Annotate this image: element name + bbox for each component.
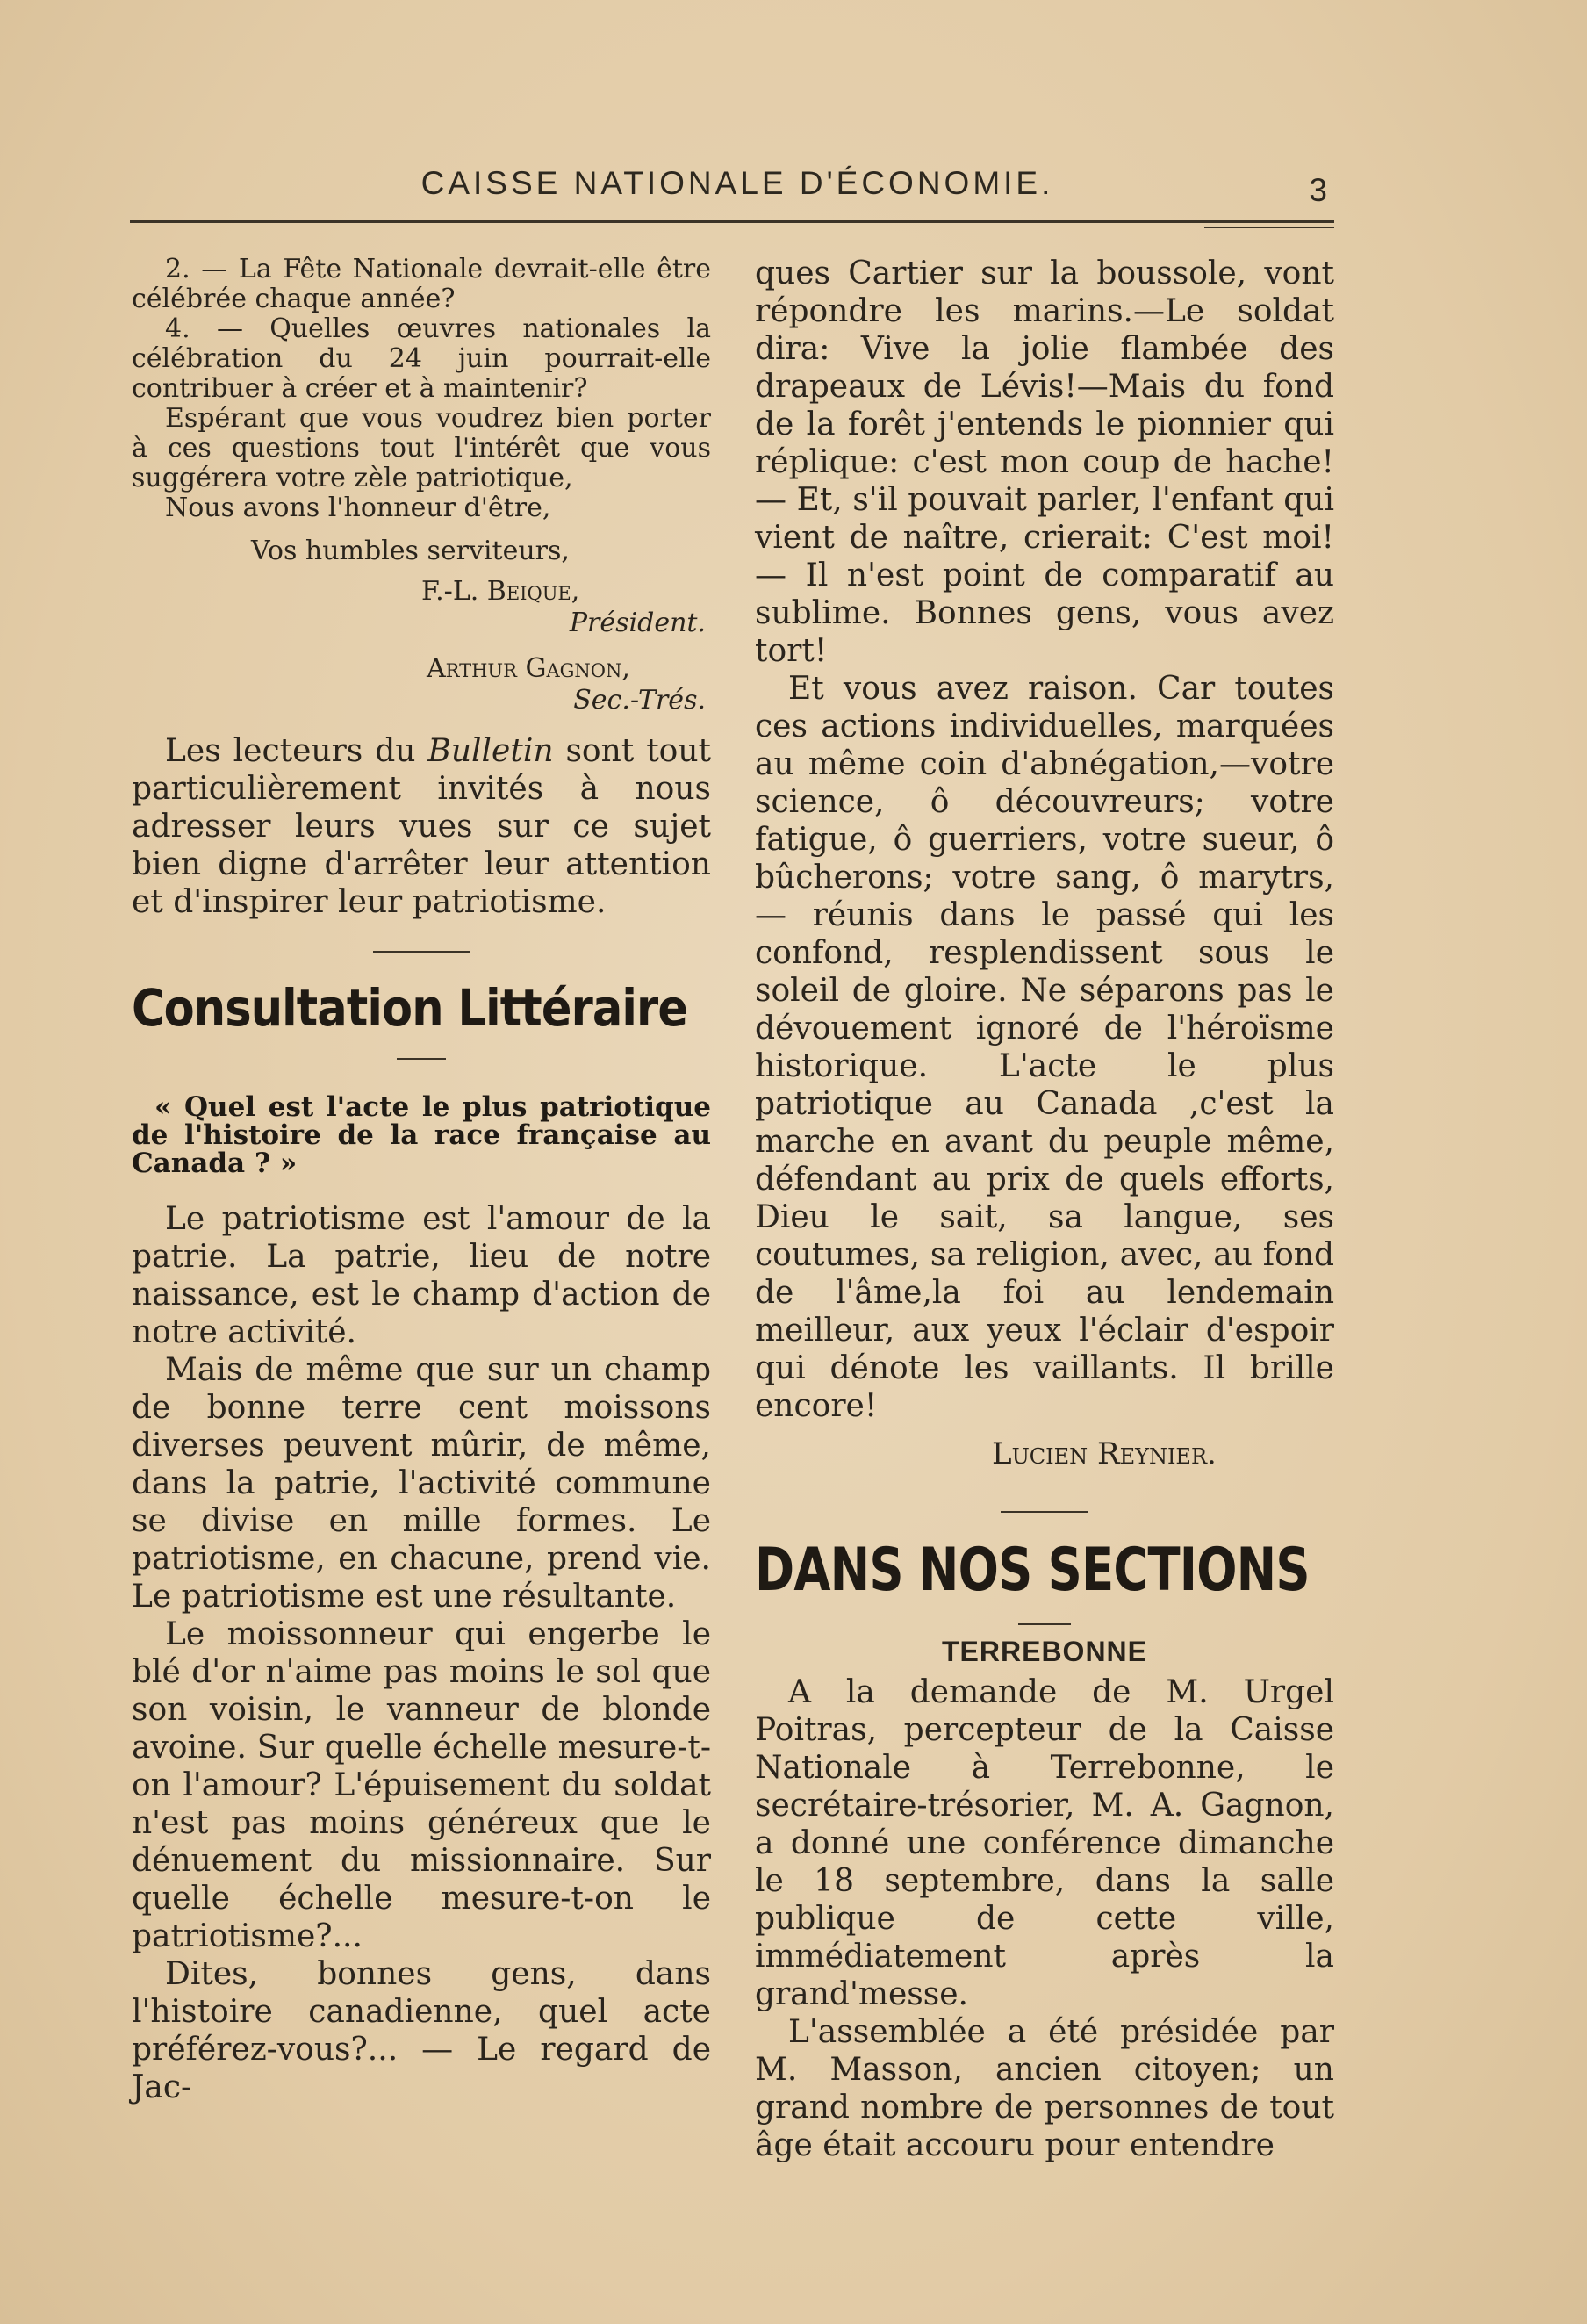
- section-divider: [1001, 1511, 1088, 1513]
- bulletin-title: Bulletin: [427, 733, 554, 769]
- news-body: [755, 1673, 1334, 2164]
- news-paragraph: A la demande de M. Urgel Poitras, percepteur de la Caisse Nationale à Terrebonne, le secrétaire-trésorier, M. A. Gagnon, a donné une conférence dimanche le 18 septembre, dans la salle publique de cette ville, immédiatement après la grand'messe.: [755, 1674, 1334, 2012]
- article-continuation: [755, 255, 1334, 1425]
- article-paragraph: Le patriotisme est l'amour de la patrie. La patrie, lieu de notre naissance, est le champ d'action de notre activité.: [132, 1201, 711, 1350]
- article-paragraph: ques Cartier sur la boussole, vont répondre les marins.—Le soldat dira: Vive la jolie flambée des drapeaux de Lévis!—Mais du fond de la forêt j'entends le pionnier qui réplique: c'est mon coup de hache! — Et, s'il pouvait parler, l'enfant qui vient de naître, crierait: C'est moi! — Il n'est point de comparatif au sublime. Bonnes gens, vous avez tort!: [755, 255, 1334, 669]
- news-paragraph: L'assemblée a été présidée par M. Masson, ancien citoyen; un grand nombre de personnes de tout âge était accouru pour entendre: [755, 2014, 1334, 2163]
- page-number: 3: [1309, 172, 1327, 208]
- article-paragraph: Et vous avez raison. Car toutes ces actions individuelles, marquées au même coin d'abnégation,—votre science, ô découvreurs; votre fatigue, ô guerriers, votre sueur, ô bûcherons; votre sang, ô marytrs, — réunis dans le passé qui les confond, resplendissent sous le soleil de gloire. Ne séparons pas le dévouement ignoré de l'héroïsme historique. L'acte le plus patriotique au Canada ,c'est la marche en avant du peuple même, défendant au prix de quels efforts, Dieu le sait, sa langue, ses coutumes, sa religion, avec, au fond de l'âme,la foi au lendemain meilleur, aux yeux l'éclair d'espoir qui dénote les vaillants. Il brille encore!: [755, 671, 1334, 1424]
- readers-note: [132, 732, 711, 921]
- article-body: [132, 1200, 711, 2106]
- right-column: [755, 255, 1334, 2164]
- letter-paragraph: 4. — Quelles œuvres nationales la célébration du 24 juin pourrait-elle contribuer à créer et à maintenir?: [132, 313, 711, 404]
- signature-name: F.-L. Beique,: [421, 576, 580, 607]
- signature-title: Président.: [569, 608, 706, 638]
- article-paragraph: Dites, bonnes gens, dans l'histoire canadienne, quel acte préférez-vous?... — Le regard de Jac-: [132, 1956, 711, 2105]
- section-title: Consultation Littéraire: [132, 978, 688, 1038]
- left-column: [132, 255, 711, 2106]
- letter-closing: Vos humbles serviteurs,: [251, 536, 570, 566]
- subsection-title: TERREBONNE: [941, 1636, 1147, 1667]
- header-rule: [130, 220, 1334, 223]
- header-rule-short: [1204, 227, 1334, 228]
- title-divider: [1018, 1623, 1071, 1625]
- question-heading: « Quel est l'acte le plus patriotique de l'histoire de la race française au Canada ? »: [132, 1091, 711, 1179]
- letter-paragraph: Nous avons l'honneur d'être,: [165, 493, 551, 523]
- signature-title: Sec.-Trés.: [573, 685, 706, 716]
- letter-paragraph: Espérant que vous voudrez bien porter à ces questions tout l'intérêt que vous suggérera votre zèle patriotique,: [132, 403, 711, 493]
- letter-end: [132, 255, 711, 523]
- signature-name: Arthur Gagnon,: [427, 653, 630, 684]
- article-author: Lucien Reynier.: [992, 1436, 1217, 1471]
- letter-paragraph: 2. — La Fête Nationale devrait-elle être célébrée chaque année?: [132, 254, 711, 314]
- running-header: CAISSE NATIONALE D'ÉCONOMIE.: [420, 165, 1054, 201]
- article-paragraph: Mais de même que sur un champ de bonne terre cent moissons diverses peuvent mûrir, de même, dans la patrie, l'activité commune se divise en mille formes. Le patriotisme, en chacune, prend vie. Le patriotisme est une résultante.: [132, 1352, 711, 1615]
- article-paragraph: Le moissonneur qui engerbe le blé d'or n'aime pas moins le sol que son voisin, le vanneur de blonde avoine. Sur quelle échelle mesure-t-on l'amour? L'épuisement du soldat n'est pas moins généreux que le dénuement du missionnaire. Sur quelle échelle mesure-t-on le patriotisme?...: [132, 1616, 711, 1954]
- title-divider: [397, 1058, 446, 1060]
- section-title: DANS NOS SECTIONS: [755, 1536, 1310, 1605]
- readers-paragraph: Les lecteurs du Bulletin sont tout particulièrement invités à nous adresser leurs vues sur ce sujet bien digne d'arrêter leur attention et d'inspirer leur patriotisme.: [132, 733, 711, 920]
- section-divider: [373, 951, 470, 953]
